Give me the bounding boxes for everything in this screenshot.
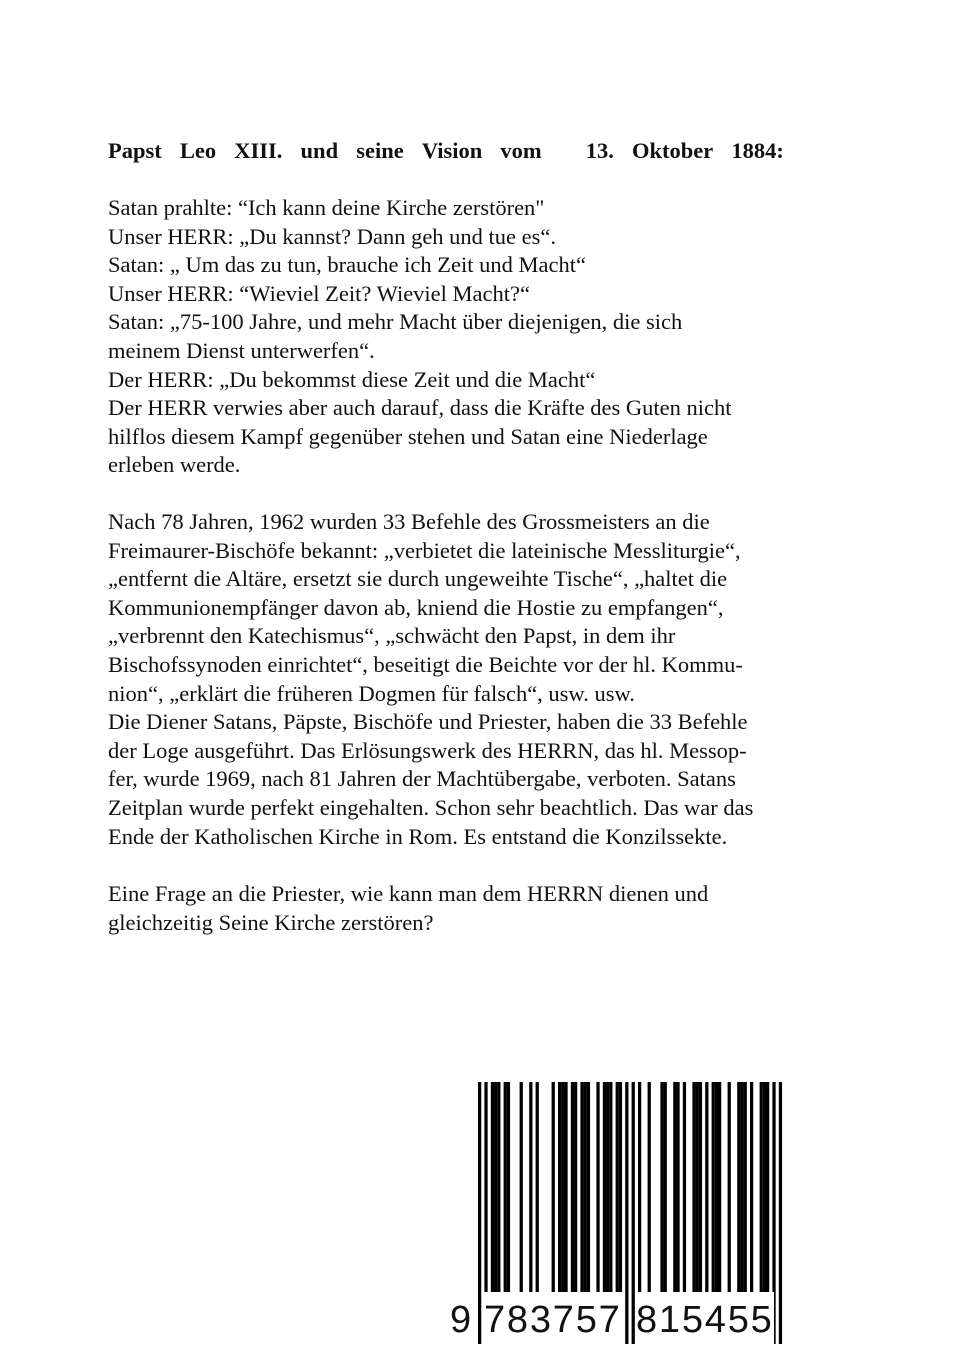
barcode-bar [760, 1082, 763, 1298]
text-line: Die Diener Satans, Päpste, Bischöfe und Priester, haben die 33 Befehle [108, 709, 748, 735]
heading-word: und [300, 138, 339, 163]
text-line: Nach 78 Jahren, 1962 wurden 33 Befehle des Grossmeisters an die [108, 509, 710, 534]
text-line: Der HERR: „Du bekommst diese Zeit und die Macht“ [108, 366, 596, 392]
barcode-bar [673, 1082, 676, 1298]
text-line: hilflos diesem Kampf gegenüber stehen und Satan eine Niederlage [108, 423, 708, 449]
body-paragraph [108, 508, 784, 851]
text-line: Kommunionempfänger davon ab, kniend die Hostie zu empfangen“, [108, 594, 724, 620]
text-line: Satan: „75-100 Jahre, und mehr Macht über diejenigen, die sich [108, 309, 683, 335]
barcode-right-group: 815455 [636, 1292, 774, 1348]
barcode-bar [750, 1082, 753, 1298]
barcode-bar [676, 1082, 679, 1298]
text-line: fer, wurde 1969, nach 81 Jahren der Machtübergabe, verboten. Satans [108, 766, 736, 792]
text-line: gleichzeitig Seine Kirche zerstören? [108, 909, 434, 935]
barcode-bar [616, 1082, 619, 1298]
barcode-bar [606, 1082, 609, 1298]
heading-word: vom [500, 138, 542, 163]
barcode-digits [448, 1288, 784, 1352]
barcode-bar [494, 1082, 497, 1298]
barcode-bar [504, 1082, 507, 1298]
barcode-bar [638, 1082, 641, 1298]
barcode-bar [696, 1082, 699, 1298]
barcode-bar [584, 1082, 587, 1298]
text-line: Der HERR verwies aber auch darauf, dass die Kräfte des Guten nicht [108, 395, 732, 421]
text-line: Freimaurer-Bischöfe bekannt: „verbietet die lateinische Messliturgie“, [108, 537, 741, 563]
barcode-bar [558, 1082, 561, 1298]
barcode-bar [529, 1082, 532, 1298]
text-line: Satan: „ Um das zu tun, brauche ich Zeit und Macht“ [108, 252, 586, 278]
barcode-bar [712, 1082, 715, 1298]
barcode-bar [571, 1082, 574, 1298]
text-line: Satan prahlte: “Ich kann deine Kirche zerstören" [108, 195, 545, 220]
barcode-bar [609, 1082, 612, 1298]
barcode-bar [603, 1082, 606, 1298]
text-line: der Loge ausgeführt. Das Erlösungswerk des HERRN, das hl. Messop- [108, 737, 747, 763]
text-line: Unser HERR: “Wieviel Zeit? Wieviel Macht?“ [108, 280, 530, 306]
barcode-bar [692, 1082, 695, 1298]
barcode-bar [520, 1082, 523, 1298]
barcode-first-digit: 9 [448, 1288, 473, 1352]
heading-word: Oktober [632, 138, 714, 163]
text-line: Eine Frage an die Priester, wie kann man dem HERRN dienen und [108, 881, 709, 906]
barcode-bar [715, 1082, 718, 1298]
heading-word: Papst [108, 138, 162, 163]
dialog-paragraph [108, 194, 784, 480]
barcode-bar [744, 1082, 747, 1298]
barcode-left-group: 783757 [484, 1292, 622, 1348]
barcode-bar [728, 1082, 731, 1298]
heading [108, 136, 784, 166]
barcode-bar [660, 1082, 663, 1298]
barcode-bar [564, 1082, 567, 1298]
text-line: „verbrennt den Katechismus“, „schwächt den Papst, in dem ihr [108, 623, 676, 649]
barcode-bar [619, 1082, 622, 1298]
barcode-bar [683, 1082, 686, 1298]
barcode-bar [574, 1082, 577, 1298]
text-line: Unser HERR: „Du kannst? Dann geh und tue es“. [108, 223, 557, 249]
heading-word: Leo [179, 138, 217, 163]
text-line: erleben werde. [108, 452, 241, 478]
barcode-bar [648, 1082, 651, 1298]
barcode-bar [766, 1082, 769, 1298]
barcode-bar [536, 1082, 539, 1298]
barcode-bar [705, 1082, 708, 1298]
heading-word: Vision [421, 138, 483, 163]
barcode-bar [561, 1082, 564, 1298]
heading-word: 1884: [731, 138, 784, 163]
barcode-bar [740, 1082, 743, 1298]
barcode-bar [718, 1082, 721, 1298]
text-line: Bischofssynoden einrichtet“, beseitigt die Beichte vor der hl. Kommu- [108, 651, 743, 677]
barcode-bar [763, 1082, 766, 1298]
text-line: meinem Dienst unterwerfen“. [108, 337, 375, 363]
text-line: nion“, „erklärt die früheren Dogmen für falsch“, usw. usw. [108, 680, 635, 706]
text-line: Zeitplan wurde perfekt eingehalten. Schon sehr beachtlich. Das war das [108, 794, 754, 820]
text-line: Ende der Katholischen Kirche in Rom. Es entstand die Konzilssekte. [108, 823, 728, 849]
barcode-bar [491, 1082, 494, 1298]
barcode-bar [587, 1082, 590, 1298]
barcode-bar [596, 1082, 599, 1298]
barcode-bar [507, 1082, 510, 1298]
heading-word: 13. [585, 138, 614, 163]
heading-word: seine [356, 138, 404, 163]
barcode-bar [552, 1082, 555, 1298]
text-line: „entfernt die Altäre, ersetzt sie durch ungeweihte Tische“, „haltet die [108, 566, 728, 592]
barcode-bar [737, 1082, 740, 1298]
barcode-bar [580, 1082, 583, 1298]
barcode-bar [497, 1082, 500, 1298]
heading-word: XIII. [234, 138, 283, 163]
barcode-bar [699, 1082, 702, 1298]
barcode-bar [664, 1082, 667, 1298]
question-paragraph [108, 880, 784, 937]
